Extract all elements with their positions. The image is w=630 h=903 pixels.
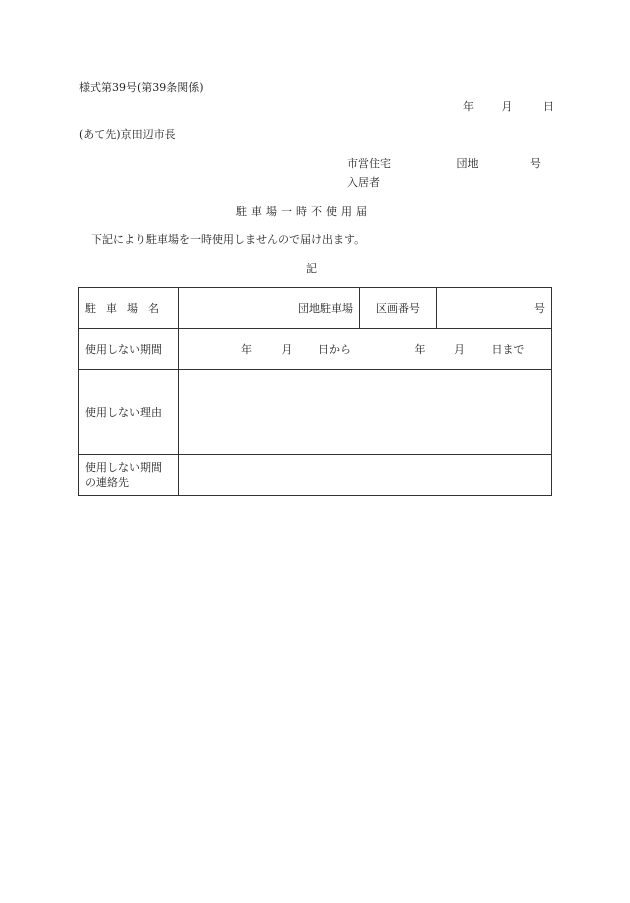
parking-name-label: 駐車場名 bbox=[85, 301, 169, 315]
period-label-cell bbox=[79, 329, 179, 370]
resident-label: 入居者 bbox=[347, 176, 380, 189]
reason-label-cell bbox=[79, 370, 179, 455]
parking-lot-field[interactable] bbox=[179, 288, 360, 329]
section-number-suffix: 号 bbox=[534, 301, 545, 315]
housing-label: 市営住宅 bbox=[347, 157, 391, 170]
intro-text: 下記により駐車場を一時使用しませんので届け出ます。 bbox=[91, 233, 366, 246]
table-row-parking bbox=[79, 288, 552, 329]
period-from-year: 年 bbox=[241, 342, 252, 356]
notification-table bbox=[78, 287, 552, 496]
ki-label: 記 bbox=[306, 262, 317, 275]
parking-lot-suffix: 団地駐車場 bbox=[298, 301, 353, 315]
contact-label-line2: の連絡先 bbox=[85, 476, 129, 489]
form-number: 様式第39号(第39条関係) bbox=[79, 81, 204, 94]
section-number-label: 区画番号 bbox=[376, 301, 420, 315]
submission-date bbox=[463, 100, 554, 114]
contact-label-cell bbox=[79, 455, 179, 496]
housing-line bbox=[347, 157, 541, 171]
addressee: (あて先)京田辺市長 bbox=[79, 128, 176, 141]
period-to-day: 日まで bbox=[491, 342, 525, 356]
period-to-year: 年 bbox=[414, 342, 426, 356]
reason-label: 使用しない理由 bbox=[85, 405, 162, 419]
period-to-month: 月 bbox=[454, 342, 465, 356]
complex-label: 団地 bbox=[456, 157, 479, 170]
date-month-label: 月 bbox=[501, 100, 513, 113]
section-number-field[interactable] bbox=[437, 288, 552, 329]
contact-field[interactable] bbox=[179, 455, 552, 496]
period-field[interactable] bbox=[179, 329, 552, 370]
table-row-reason bbox=[79, 370, 552, 455]
table-row-period bbox=[79, 329, 552, 370]
document-title: 駐車場一時不使用届 bbox=[236, 205, 371, 218]
number-label: 号 bbox=[530, 157, 541, 170]
reason-field[interactable] bbox=[179, 370, 552, 455]
parking-name-label-cell bbox=[79, 288, 179, 329]
contact-label-line1: 使用しない期間 bbox=[85, 461, 162, 474]
period-from-month: 月 bbox=[281, 342, 293, 356]
period-label: 使用しない期間 bbox=[85, 342, 162, 356]
table-row-contact bbox=[79, 455, 552, 496]
date-day-label: 日 bbox=[543, 100, 554, 113]
section-number-label-cell bbox=[360, 288, 437, 329]
period-from-day: 日から bbox=[318, 342, 351, 356]
date-year-label: 年 bbox=[463, 100, 474, 113]
